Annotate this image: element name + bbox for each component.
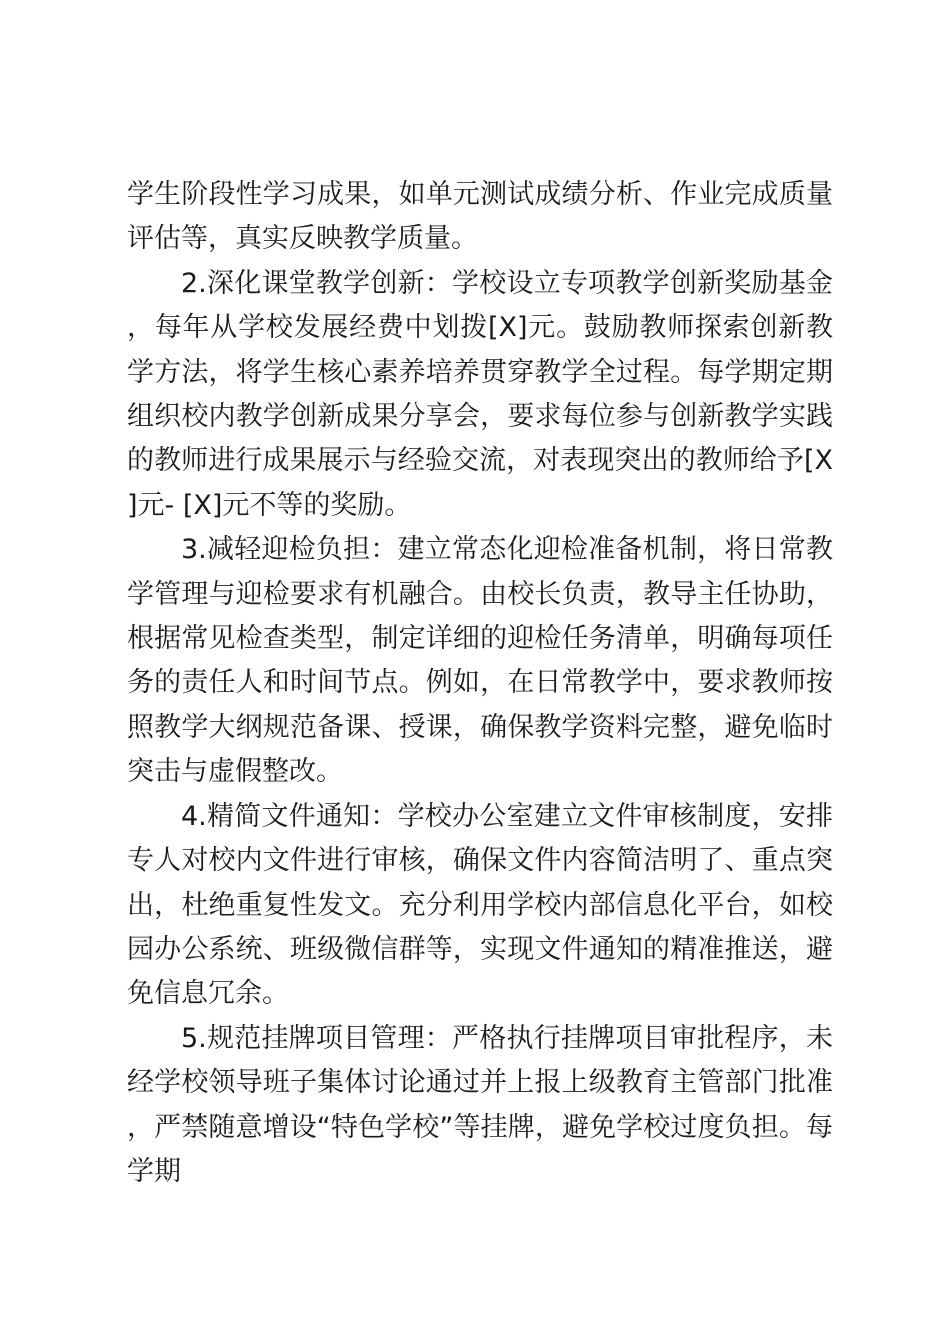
paragraph-continuation: 学生阶段性学习成果，如单元测试成绩分析、作业完成质量评估等，真实反映教学质量。 (127, 179, 833, 255)
body-text (127, 173, 833, 1194)
paragraph-document-notices: 4.精简文件通知：学校办公室建立文件审核制度，安排专人对校内文件进行审核，确保文件内容简洁明了、重点突出，杜绝重复性发文。充分利用学校内部信息化平台，如校园办公系统、班级微信群等，实现文件通知的精准推送，避免信息冗余。 (127, 800, 833, 1010)
paragraph-plaque-management: 5.规范挂牌项目管理：严格执行挂牌项目审批程序，未经学校领导班子集体讨论通过并上报上级教育主管部门批准，严禁随意增设“特色学校”等挂牌，避免学校过度负担。每学期 (127, 1022, 833, 1187)
paragraph-inspection-burden: 3.减轻迎检负担：建立常态化迎检准备机制，将日常教学管理与迎检要求有机融合。由校长负责，教导主任协助，根据常见检查类型，制定详细的迎检任务清单，明确每项任务的责任人和时间节点。例如，在日常教学中，要求教师按照教学大纲规范备课、授课，确保教学资料完整，避免临时突击与虚假整改。 (127, 534, 833, 788)
paragraph-classroom-innovation: 2.深化课堂教学创新：学校设立专项教学创新奖励基金，每年从学校发展经费中划拨[X]元。鼓励教师探索创新教学方法，将学生核心素养培养贯穿教学全过程。每学期定期组织校内教学创新成果分享会，要求每位参与创新教学实践的教师进行成果展示与经验交流，对表现突出的教师给予[X]元- [X]元不等的奖励。 (127, 267, 833, 521)
